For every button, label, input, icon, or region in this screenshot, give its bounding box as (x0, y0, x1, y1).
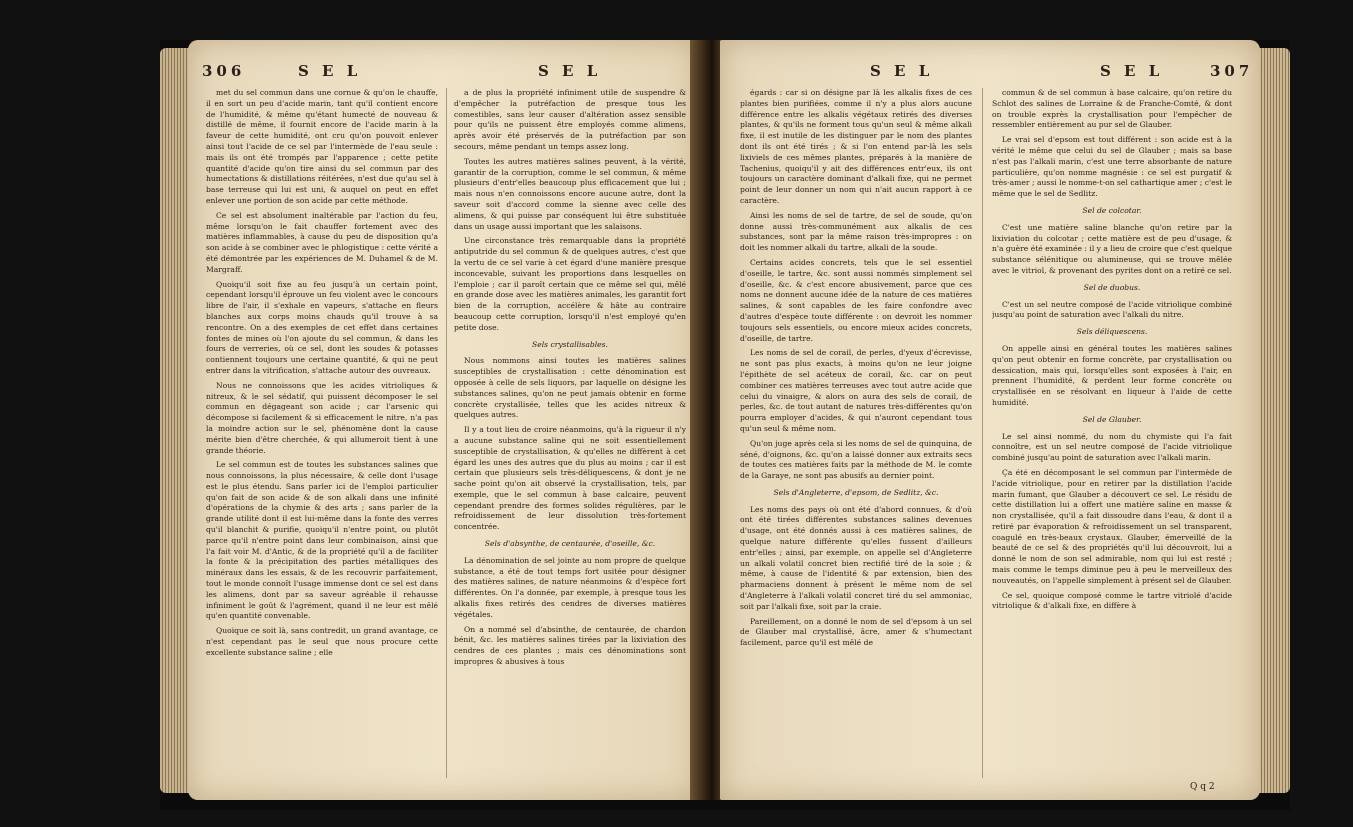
signature-mark: Q q 2 (1190, 782, 1215, 792)
paragraph: Ainsi les noms de sel de tartre, de sel de soude, qu'on donne aussi très-communément aux alkalis de ces substances, sont par la même raison très-impropres : on doit les nommer alkali du tartre, alkali de la soude. (740, 210, 972, 253)
paragraph: Il y a tout lieu de croire néanmoins, qu'à la rigueur il n'y a aucune substance saline qui ne soit essentiellement susceptible de crystallisation, & qu'elles ne diffèrent à cet égard les unes des autres que du plus au moins ; car il est certain que plusieurs sels très-déliquescens, & dont je ne sache point qu'on ait observé la crystallisation, tels, par exemple, que le sel commun à base calcaire, peuvent cependant prendre des formes solides régulières, par le refroidissement de leur dissolution très-fortement concentrée. (454, 425, 686, 532)
paragraph: On appelle ainsi en général toutes les matières salines qu'on peut obtenir en forme concrète, par crystallisation ou dessication, mais qui, lorsqu'elles sont exposées à l'air, en prennent l'humidité, & perdent leur forme concrète ou crystallisée en se résolvant en liqueur à l'aide de cette humidité. (992, 343, 1232, 407)
paragraph: C'est une matière saline blanche qu'on retire par la lixiviation du colcotar ; cette matière est de peu d'usage, & n'a guère été examinée : il y a lieu de croire que c'est quelque substance sélénitique ou alumineuse, qui se trouve mêlée avec le vitriol, & provenant des pyrites dont on a retiré ce sel. (992, 222, 1232, 275)
paragraph: Le sel commun est de toutes les substances salines que nous connoissons, la plus nécessaire, & celle dont l'usage est le plus étendu. Sans parler ici de l'emploi particulier qu'on fait de son acide & de son alkali dans une infinité d'opérations de la chymie & des arts ; sans parler de la grande utilité dont il est lui-même dans la fonte des verres qu'il blanchit & purifie, quoiqu'il n'entre point, ou plutôt parce qu'il n'entre point dans leur combinaison, ainsi que l'a fait voir M. d'Antic, & de la propriété qu'il a de faciliter la fonte & la précipitation des parties métalliques des minéraux dans les essais, & de les recouvrir parfaitement, tout le monde connoît l'usage immense dont ce sel est dans les alimens, dont par sa saveur agréable il rehausse infiniment le goût & l'agrément, quand il ne leur est mêlé qu'en quantité convenable. (206, 460, 438, 621)
paragraph: Qu'on juge après cela si les noms de sel de quinquina, de séné, d'oignons, &c. qu'on a laissé donner aux extraits secs de toutes ces matières faits par la méthode de M. le comte de la Garaye, ne sont pas abusifs au dernier point. (740, 438, 972, 481)
page-number-left: 306 (202, 62, 246, 80)
section-heading: Sels crystallisables. (532, 339, 608, 349)
left-page-column-2 (454, 88, 686, 783)
paragraph: Les noms des pays où ont été d'abord connues, & d'où ont été tirées différentes substances salines devenues d'usage, ont été donnés aussi à ces matières salines, de quelque nature différente qu'elles fussent d'ailleurs entr'elles ; ainsi, par exemple, on appelle sel d'Angleterre un alkali volatil concret bien rectifié tiré de la soie ; & même, à cause de l'identité & par extension, bien des pharmaciens donnent à présent le même nom de sel d'Angleterre à l'alkali volatil concret tiré du sel ammoniac, soit par l'alkali fixe, soit par la craie. (740, 504, 972, 611)
running-head-left-2: S E L (538, 62, 602, 80)
paragraph: Toutes les autres matières salines peuvent, à la vérité, garantir de la corruption, comme le sel commun, & même plusieurs d'entr'elles beaucoup plus efficacement que lui ; mais nous n'en connoissons encore aucune autre, dont la saveur soit d'accord comme la sienne avec celle des alimens, & qui puisse par conséquent lui être substituée dans un usage aussi important que les salaisons. (454, 156, 686, 231)
section-heading: Sels d'Angleterre, d'epsom, de Sedlitz, &c. (773, 487, 939, 497)
left-page-column-1 (206, 88, 438, 783)
column-rule (982, 88, 983, 778)
section-heading: Sels d'absynthe, de centaurée, d'oseille, &c. (484, 539, 656, 549)
paragraph: met du sel commun dans une cornue & qu'on le chauffe, il en sort un peu d'acide marin, tant qu'il contient encore de l'humidité, & même qu'étant humecté de nouveau & distillé de même, il fournit encore de l'acide marin à la faveur de cette humidité, ont cru qu'on pouvoit enlever ainsi tout l'acide de ce sel par l'intermède de l'eau seule : mais ils ont été trompés par l'apparence ; cette petite quantité d'acide qu'on tire ainsi du sel commun par des humectations & distillations réitérées, n'est due qu'au sel à base terreuse qui lui est uni, & auquel on peut en effet enlever une portion de son acide par cette méthode. (206, 88, 438, 205)
paragraph: Une circonstance très remarquable dans la propriété antiputride du sel commun & de quelques autres, c'est que la vertu de ce sel varie à cet égard d'une manière presque inconcevable, suivant les proportions dans lesquelles on l'emploie ; car il paroît certain que ce même sel qui, mêlé en grande dose avec les matières animales, les garantit fort bien de la corruption, accélère & hâte au contraire beaucoup cette corruption, lorsqu'il n'est employé qu'en petite dose. (454, 236, 686, 332)
paragraph: Le sel ainsi nommé, du nom du chymiste qui l'a fait connoître, est un sel neutre composé de l'acide vitriolique combiné jusqu'au point de saturation avec l'alkali marin. (992, 431, 1232, 463)
right-page-column-2 (992, 88, 1232, 783)
right-page-column-1 (740, 88, 972, 783)
paragraph: C'est un sel neutre composé de l'acide vitriolique combiné jusqu'au point de saturation avec l'alkali du nitre. (992, 299, 1232, 320)
left-page (188, 40, 698, 800)
paragraph: Nous nommons ainsi toutes les matières salines susceptibles de crystallisation : cette dénomination est opposée à celle de sels liquors, par laquelle on désigne les substances salines, qu'on ne peut jamais obtenir en forme concrète crystallisée, telles que les acides nitreux & quelques autres. (454, 356, 686, 420)
paragraph: Les noms de sel de corail, de perles, d'yeux d'écrevisse, ne sont pas plus exacts, à moins qu'on ne leur joigne l'épithète de sel acéteux de corail, &c. car on peut combiner ces matières terreuses avec tout autre acide que celui du vinaigre, & alors on aura des sels de corail, de perles, &c. de tout autant de natures très-différentes qu'on pourra employer d'acides, & qui n'auront cependant tous qu'un seul & même nom. (740, 348, 972, 433)
paragraph: commun & de sel commun à base calcaire, qu'on retire du Schlot des salines de Lorraine & de Franche-Comté, & dont on trouble exprès la crystallisation pour l'empêcher de ressembler entièrement au pur sel de Glauber. (992, 88, 1232, 130)
page-number-right: 307 (1210, 62, 1254, 80)
paragraph: Pareillement, on a donné le nom de sel d'epsom à un sel de Glauber mal crystallisé, âcre, amer & s'humectant facilement, parce qu'il est mêlé de (740, 616, 972, 648)
running-head-right-2: S E L (1100, 62, 1164, 80)
section-heading: Sel de duobus. (1083, 282, 1141, 292)
paragraph: égards : car si on désigne par là les alkalis fixes de ces plantes bien purifiées, comme il n'y a plus alors aucune différence entre les alkalis végétaux retirés des diverses plantes, & qu'ils ne forment tous qu'un seul & même alkali fixe, il est inutile de les distinguer par le nom des plantes dont ils ont été tirés ; & si l'on entend par-là les sels lixiviels de ces mêmes plantes, préparés à la manière de Tachenius, quoiqu'il y ait des différences entr'eux, ils ont toujours un caractère dominant d'alkali fixe, qui ne permet point de leur donner un nom qui n'ait aucun rapport à ce caractère. (740, 88, 972, 205)
paragraph: a de plus la propriété infiniment utile de suspendre & d'empêcher la putréfaction de presque tous les comestibles, sans leur causer d'altération assez sensible pour qu'ils ne puissent être employés comme alimens, après avoir été préservés de la putréfaction par son secours, même pendant un temps assez long. (454, 88, 686, 151)
paragraph: La dénomination de sel jointe au nom propre de quelque substance, a été de tout temps fort usitée pour désigner des matières salines, de nature néanmoins & d'espèce fort différentes. On l'a donnée, par exemple, à presque tous les alkalis fixes retirés des cendres de diverses matières végétales. (454, 555, 686, 619)
paragraph: On a nommé sel d'absinthe, de centaurée, de chardon bénit, &c. les matières salines tirées par la lixiviation des cendres de ces plantes ; mais ces dénominations sont impropres & abusives à tous (454, 624, 686, 667)
right-page (720, 40, 1260, 800)
paragraph: Ce sel, quoique composé comme le tartre vitriolé d'acide vitriolique & d'alkali fixe, en diffère à (992, 590, 1232, 611)
paragraph: Quoique ce soit là, sans contredit, un grand avantage, ce n'est cependant pas le seul que nous procure cette excellente substance saline ; elle (206, 626, 438, 657)
section-heading: Sel de Glauber. (1082, 414, 1142, 424)
running-head-right-1: S E L (870, 62, 934, 80)
book-spread (160, 40, 1290, 810)
paragraph: Le vrai sel d'epsom est tout différent : son acide est à la vérité le même que celui du sel de Glauber ; mais sa base n'est pas l'alkali marin, c'est une terre absorbante de nature particulière, qu'on nomme magnésie : ce sel est purgatif & très-amer ; aussi le nomme-t-on sel cathartique amer ; c'est le même que le sel de Sedlitz. (992, 135, 1232, 199)
paragraph: Quoiqu'il soit fixe au feu jusqu'à un certain point, cependant lorsqu'il éprouve un feu violent avec le concours libre de l'air, il s'exhale en vapeurs, s'attache en fleurs blanches aux corps moins chauds qu'il trouve à sa rencontre. On a des exemples de cet effet dans certaines fontes de mines où l'on ajoute du sel commun, & dans les fours de verreries, où ce sel, dont les soudes & potasses contiennent toujours une certaine quantité, & qui ne peut entrer dans la vitrification, s'attache autour des ouvreaux. (206, 279, 438, 375)
paragraph: Ça été en décomposant le sel commun par l'intermède de l'acide vitriolique, pour en retirer par la distillation l'acide marin fumant, que Glauber a découvert ce sel. Le résidu de cette distillation lui a offert une matière saline en masse & non crystallisée, qu'il a fait dissoudre dans l'eau, & dont il a retiré par évaporation & refroidissement un sel transparent, coagulé en très-beaux crystaux. Glauber, émerveillé de la beauté de ce sel & des propriétés qu'il lui découvroit, lui a donné le nom de son sel admirable, nom qui lui est resté ; mais comme le temps diminue peu à peu le merveilleux des nouveautés, on l'appelle simplement à présent sel de Glauber. (992, 467, 1232, 585)
paragraph: Certains acides concrets, tels que le sel essentiel d'oseille, le tartre, &c. sont aussi nommés simplement sel d'oseille, &c. & c'est encore abusivement, parce que ces noms ne donnent aucune idée de la nature de ces matières salines, & sont capables de les faire confondre avec d'autres d'espèce toute différente : on devroit les nommer toujours sels essentiels, ou encore mieux acides concrets, d'oseille, de tartre. (740, 257, 972, 343)
section-heading: Sel de colcotar. (1082, 205, 1142, 215)
section-heading: Sels déliquescens. (1076, 327, 1148, 337)
column-rule (446, 88, 447, 778)
page-edges-right (1258, 48, 1290, 793)
paragraph: Ce sel est absolument inaltérable par l'action du feu, même lorsqu'on le fait chauffer fortement avec des matières inflammables, à cause du peu de disposition qu'a son acide à se combiner avec le phlogistique : cette vérité a été démontrée par les expériences de M. Duhamel & de M. Margraff. (206, 210, 438, 274)
running-head-left-1: S E L (298, 62, 362, 80)
page-edges-left (160, 48, 190, 793)
paragraph: Nous ne connoissons que les acides vitrioliques & nitreux, & le sel sédatif, qui puissent décomposer le sel commun en dégageant son acide ; car l'arsenic qui décompose si facilement & si efficacement le nitre, n'a pas la moindre action sur le sel, phénomène dont la cause mérite bien d'être cherchée, & qui allumeroit tient à une grande théorie. (206, 380, 438, 455)
